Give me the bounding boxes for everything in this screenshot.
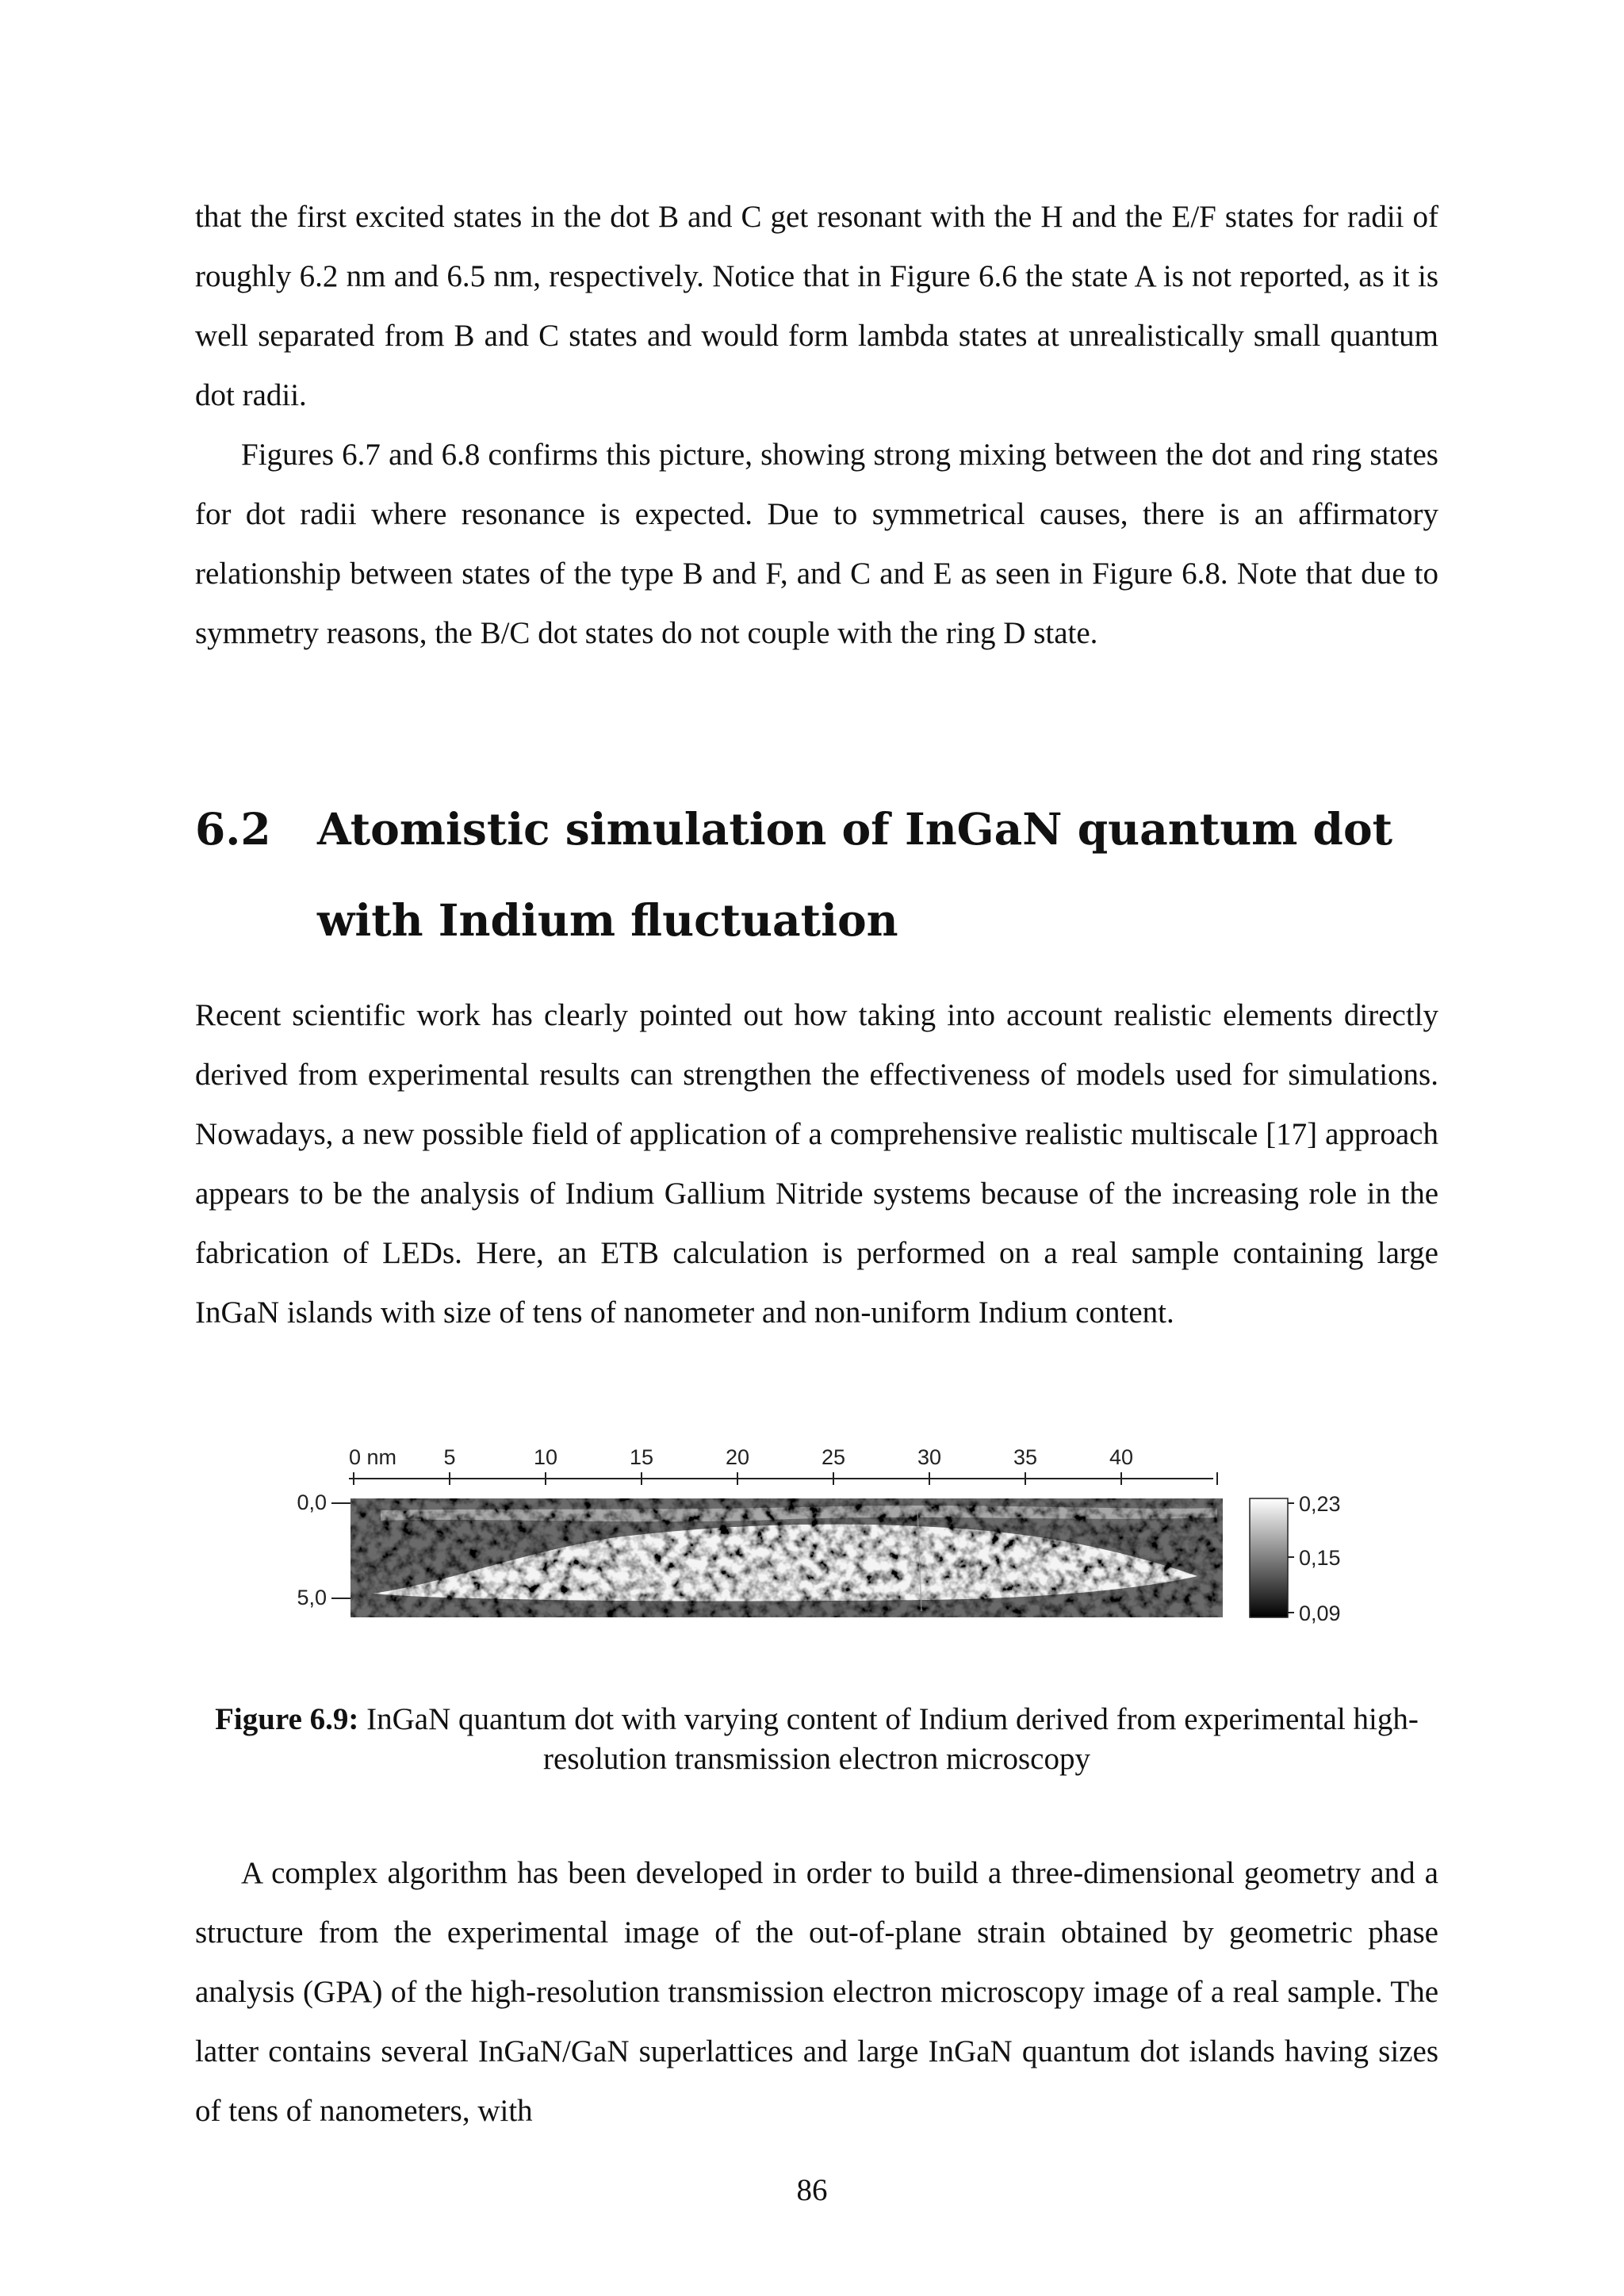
section-title: Atomistic simulation of InGaN quantum dot with Indium fluctuation xyxy=(317,803,1393,946)
figure-caption-label: Figure 6.9: xyxy=(215,1702,359,1736)
x-tick-label: 5 xyxy=(443,1445,456,1469)
x-tick-label: 15 xyxy=(629,1445,654,1469)
page-number: 86 xyxy=(796,2173,828,2207)
figure-caption-text: InGaN quantum dot with varying content of Indium derived from experimental high-resolution transmission electron microscopy xyxy=(366,1702,1419,1776)
x-tick-label: 10 xyxy=(533,1445,558,1469)
hrtem-strain-map xyxy=(350,1498,1223,1617)
colorbar-tick-label: 0,23 xyxy=(1299,1492,1341,1516)
paragraph-2: Figures 6.7 and 6.8 confirms this picture, showing strong mixing between the dot and ring states for dot radii where resonance is expected. Due to symmetrical causes, there is an affirmatory relationship between states of the type B and F, and C and E as seen in Figure 6.8. Note that due to symmetry reasons, the B/C dot states do not couple with the ring D state. xyxy=(195,438,1438,650)
y-axis xyxy=(297,1490,350,1609)
paragraph-3: Recent scientific work has clearly pointed out how taking into account realistic elements directly derived from experimental results can strengthen the effectiveness of models used for simulations. Nowadays, a new possible field of application of a comprehensive realistic multiscale [17] approach appears to be the analysis of Indium Gallium Nitride systems because of the increasing role in the fabrication of LEDs. Here, an ETB calculation is performed on a real sample containing large InGaN islands with size of tens of nanometer and non-uniform Indium content. xyxy=(195,998,1438,1330)
colorbar-tick-label: 0,15 xyxy=(1299,1546,1341,1570)
section-number: 6.2 xyxy=(195,803,271,855)
y-tick-label: 0,0 xyxy=(297,1490,327,1514)
colorbar-tick-label: 0,09 xyxy=(1299,1601,1341,1625)
colorbar xyxy=(1250,1492,1341,1625)
figure-6-9 xyxy=(278,1435,1419,1633)
x-tick-label: 30 xyxy=(917,1445,942,1469)
figure-caption xyxy=(195,1700,1438,1779)
paragraph-1: that the first excited states in the dot B and C get resonant with the H and the E/F states for radii of roughly 6.2 nm and 6.5 nm, respectively. Notice that in Figure 6.6 the state A is not reported, as it is well separated from B and C states and would form lambda states at unrealistically small quantum dot radii. xyxy=(195,200,1438,412)
x-tick-label: 40 xyxy=(1109,1445,1134,1469)
x-axis-unit-label: 0 nm xyxy=(349,1445,397,1469)
x-tick-label: 25 xyxy=(821,1445,846,1469)
x-tick-label: 20 xyxy=(725,1445,750,1469)
x-axis xyxy=(349,1445,1217,1485)
paragraph-4: A complex algorithm has been developed in order to build a three-dimensional geometry and a structure from the experimental image of the out-of-plane strain obtained by geometric phase analysis (GPA) of the high-resolution transmission electron microscopy image of a real sample. The latter contains several InGaN/GaN superlattices and large InGaN quantum dot islands having sizes of tens of nanometers, with xyxy=(195,1856,1438,2128)
x-tick-label: 35 xyxy=(1013,1445,1038,1469)
y-tick-label: 5,0 xyxy=(297,1586,327,1609)
